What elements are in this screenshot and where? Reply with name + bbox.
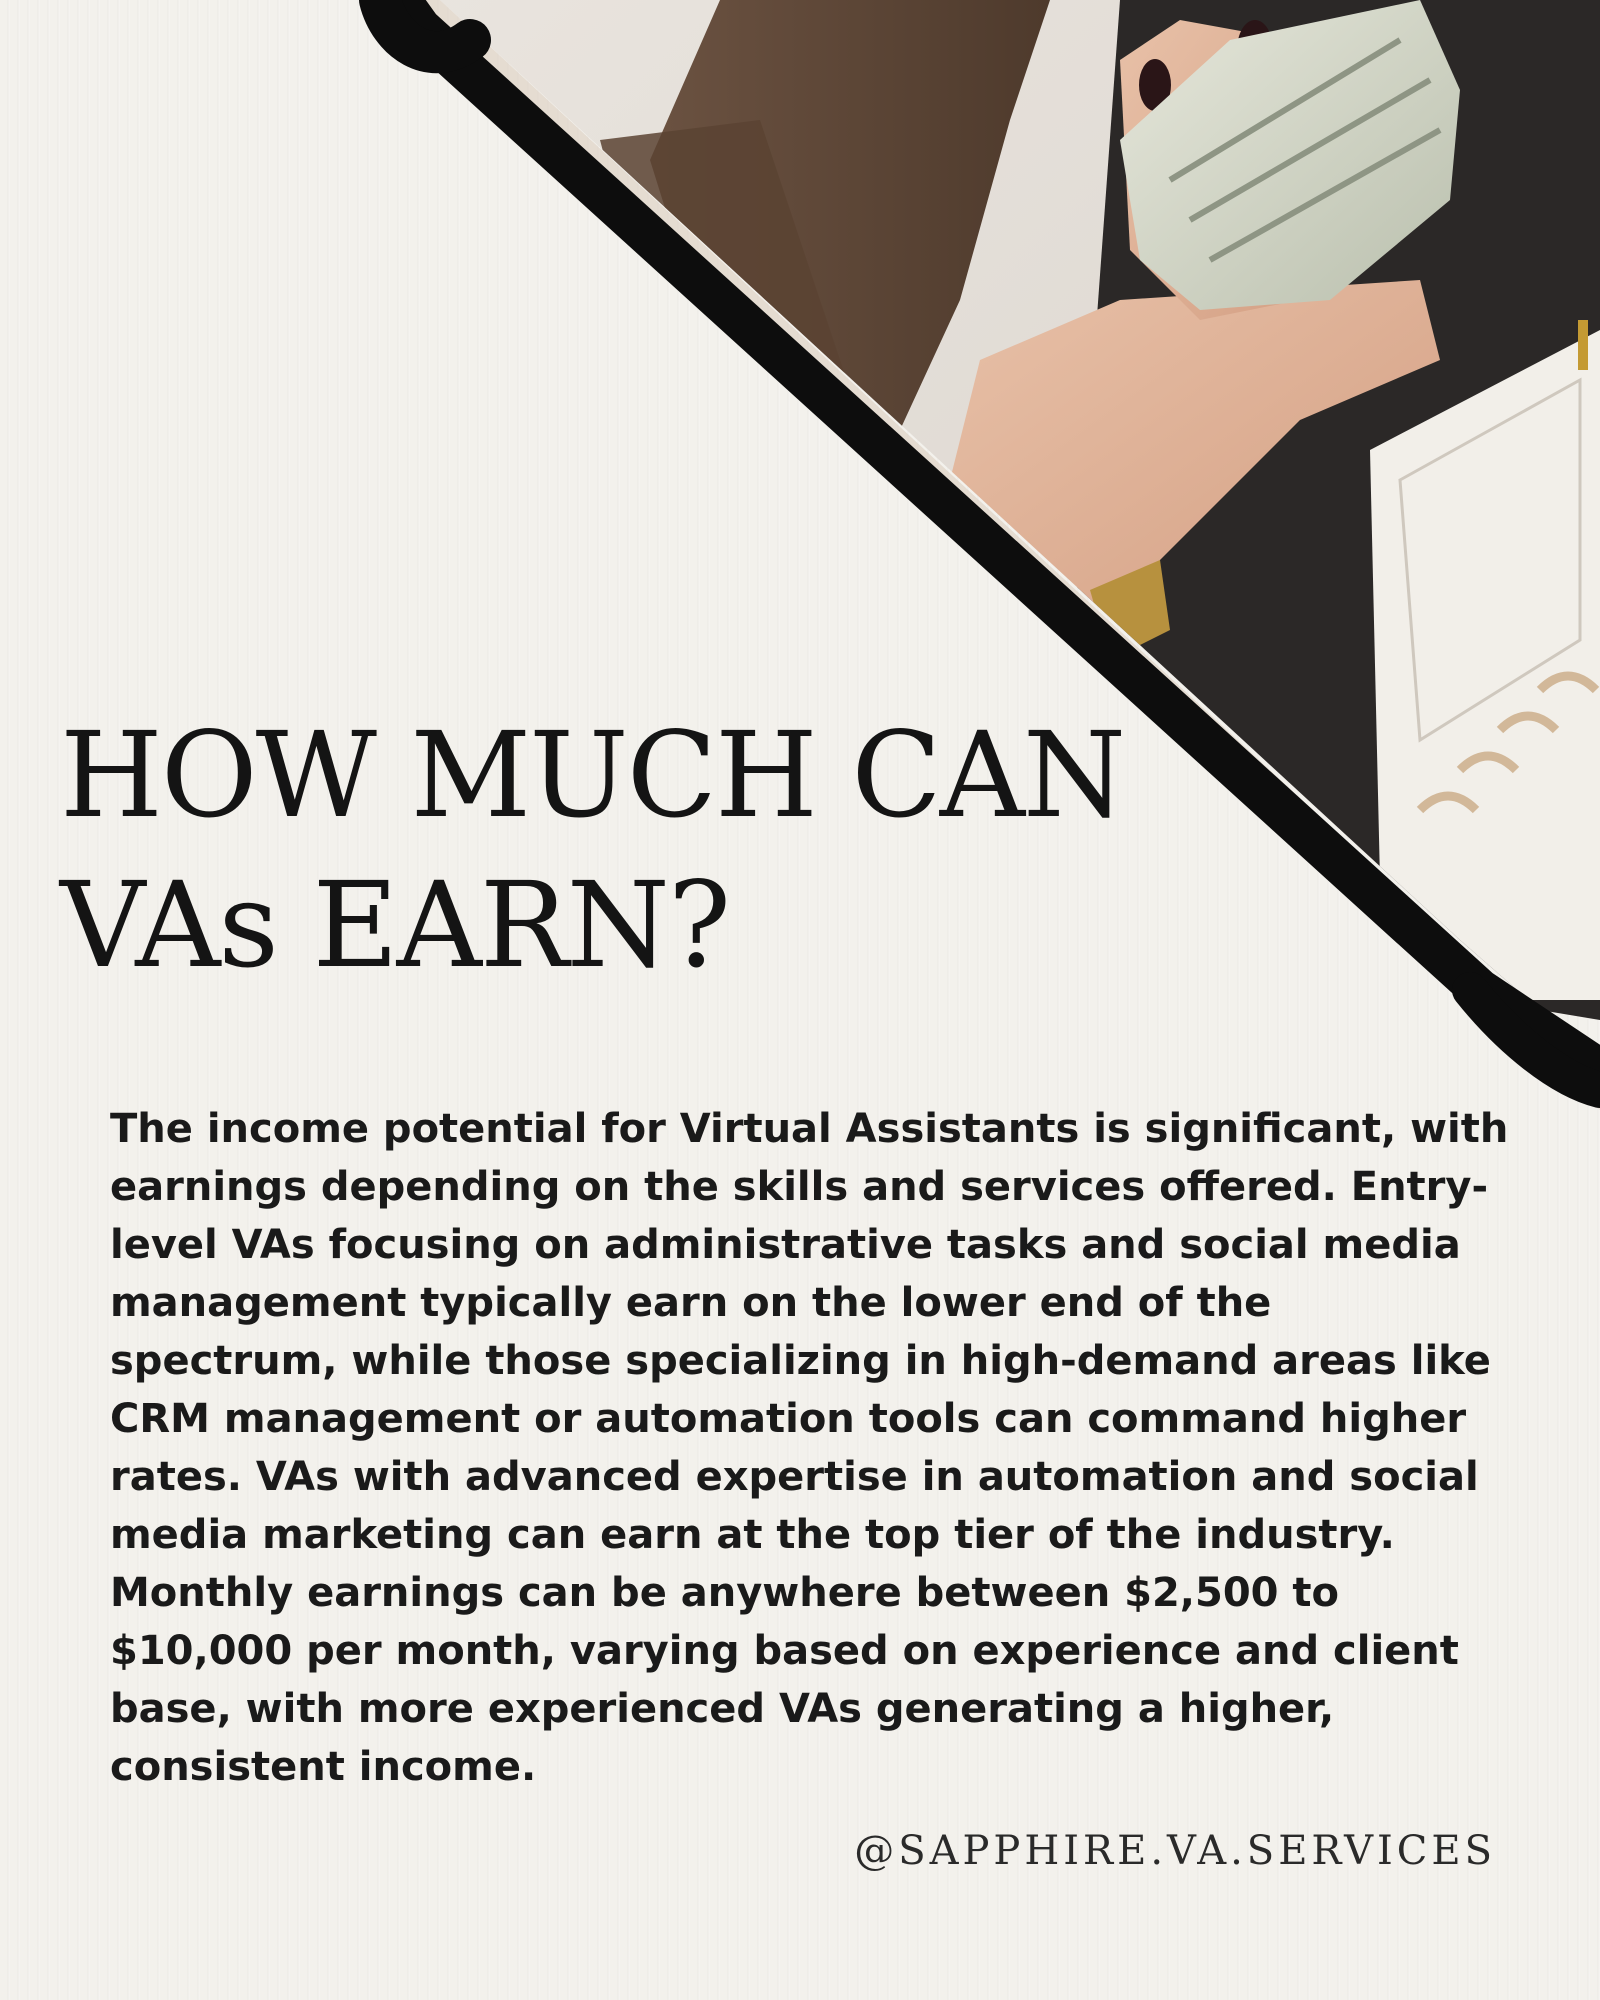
page-headline — [60, 700, 1140, 1000]
social-handle: @SAPPHIRE.VA.SERVICES — [854, 1828, 1496, 1874]
headline-line-2: VAs EARN? — [60, 856, 730, 994]
headline-line-1: HOW MUCH CAN — [60, 706, 1125, 844]
body-paragraph: The income potential for Virtual Assistants is significant, with earnings depending on the skills and services offered. Entry-level VAs focusing on administrative tasks and social media management typically earn on the lower end of the spectrum, while those specializing in high-demand areas like CRM management or automation tools can command higher rates. VAs with advanced expertise in automation and social media marketing can earn at the top tier of the industry. Monthly earnings can be anywhere between $2,500 to $10,000 per month, varying based on experience and client base, with more experienced VAs generating a higher, consistent income. — [110, 1106, 1509, 1790]
